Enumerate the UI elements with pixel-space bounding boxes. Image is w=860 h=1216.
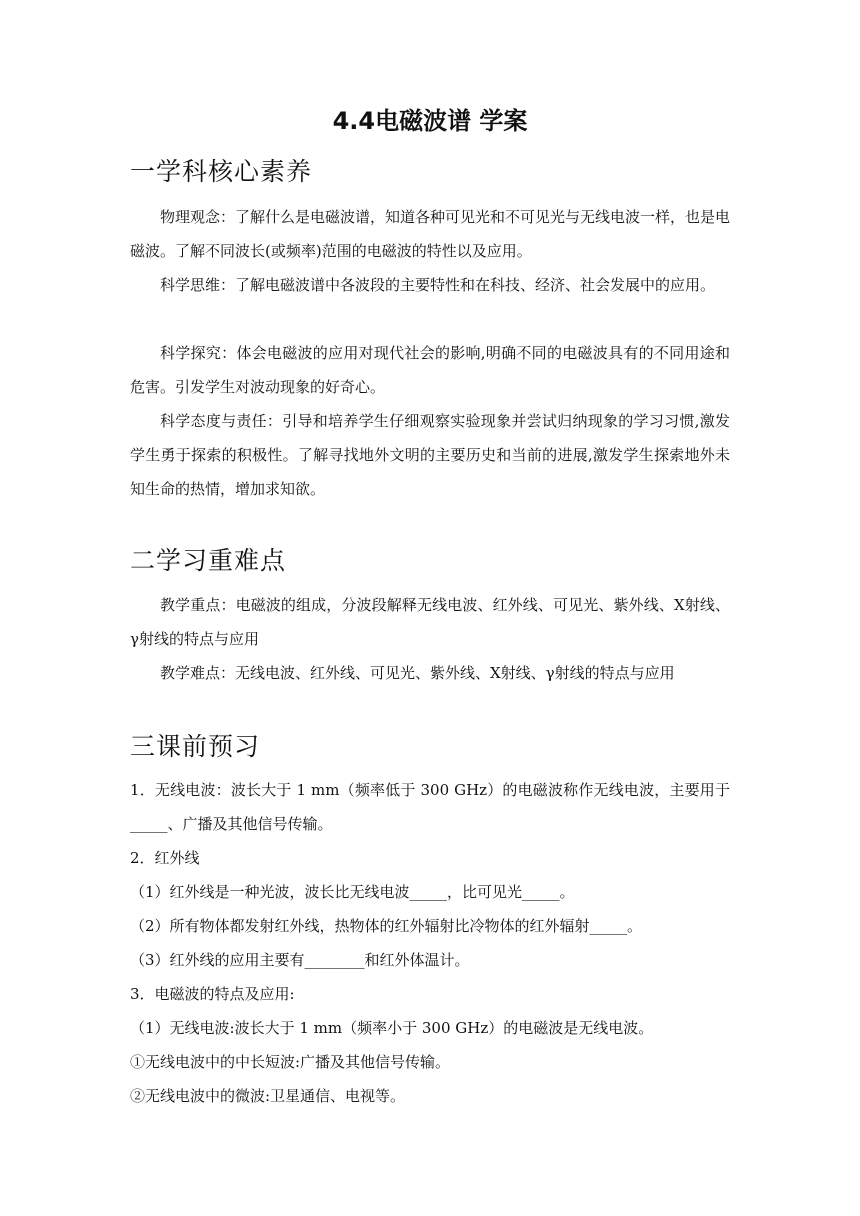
preview-item-em-features: 3．电磁波的特点及应用: bbox=[130, 985, 295, 1003]
paragraph-scientific-thinking: 科学思维：了解电磁波谱中各波段的主要特性和在科技、经济、社会发展中的应用。 bbox=[160, 276, 716, 294]
paragraph-scientific-attitude: 科学态度与责任：引导和培养学生仔细观察实验现象并尝试归纳现象的学习习惯,激发学生勇于探索的积极性。了解寻找地外文明的主要历史和当前的进展,激发学生探索地外未知生命的热情，增加求知欲。 bbox=[130, 412, 730, 498]
preview-item-infrared-3: （3）红外线的应用主要有________和红外体温计。 bbox=[130, 951, 470, 969]
preview-item-infrared: 2．红外线 bbox=[130, 849, 200, 867]
paragraph-teaching-focus: 教学重点：电磁波的组成，分波段解释无线电波、红外线、可见光、紫外线、X射线、γ射线的特点与应用 bbox=[130, 596, 730, 648]
section-heading-key-difficulties: 二学习重难点 bbox=[130, 546, 287, 575]
section-heading-preview: 三课前预习 bbox=[130, 732, 261, 761]
document-title: 4.4电磁波谱 学案 bbox=[332, 107, 528, 135]
section-heading-core-literacy: 一学科核心素养 bbox=[130, 157, 313, 186]
preview-item-radio-waves: 1．无线电波：波长大于 1 mm（频率低于 300 GHz）的电磁波称作无线电波，主要用于_____、广播及其他信号传输。 bbox=[130, 781, 730, 833]
preview-item-infrared-1: （1）红外线是一种光波，波长比无线电波_____，比可见光_____。 bbox=[130, 883, 575, 901]
paragraph-physics-concept: 物理观念：了解什么是电磁波谱，知道各种可见光和不可见光与无线电波一样，也是电磁波。了解不同波长(或频率)范围的电磁波的特性以及应用。 bbox=[130, 208, 731, 260]
preview-item-em-features-1: （1）无线电波:波长大于 1 mm（频率小于 300 GHz）的电磁波是无线电波。 bbox=[130, 1019, 654, 1037]
preview-item-infrared-2: （2）所有物体都发射红外线，热物体的红外辐射比冷物体的红外辐射_____。 bbox=[130, 917, 643, 935]
preview-item-em-features-b: ②无线电波中的微波:卫星通信、电视等。 bbox=[130, 1087, 406, 1105]
paragraph-scientific-inquiry: 科学探究：体会电磁波的应用对现代社会的影响,明确不同的电磁波具有的不同用途和危害。引发学生对波动现象的好奇心。 bbox=[130, 344, 730, 396]
preview-item-em-features-a: ①无线电波中的中长短波:广播及其他信号传输。 bbox=[130, 1053, 451, 1071]
paragraph-teaching-difficulty: 教学难点：无线电波、红外线、可见光、紫外线、X射线、γ射线的特点与应用 bbox=[160, 664, 675, 682]
